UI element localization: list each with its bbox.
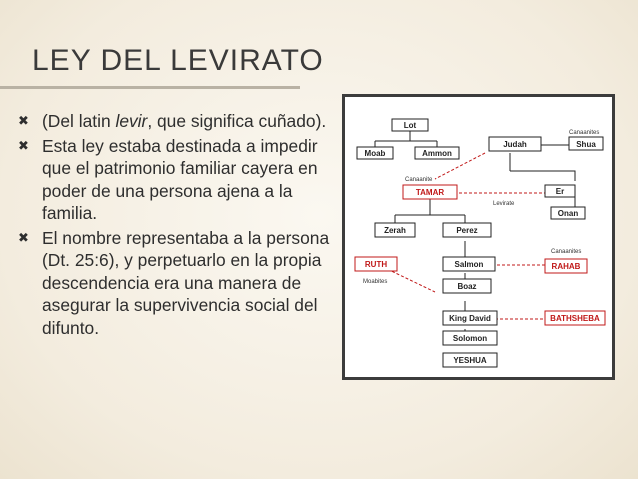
- tree-node-yeshua: YESHUA: [453, 356, 487, 365]
- bullet-text: Esta ley estaba destinada a impedir que el patrimonio familiar cayera en poder de una persona ajena a la familia.: [42, 135, 318, 223]
- bullet-item: [18, 227, 338, 340]
- tree-node-shua: Shua: [576, 140, 596, 149]
- tree-note-canaanites-mid: Canaanites: [551, 249, 582, 255]
- tree-node-ruth: RUTH: [364, 260, 388, 269]
- x-mark-icon: ✖: [18, 229, 29, 245]
- tree-node-tamar: TAMAR: [415, 188, 445, 197]
- tree-node-king-david: King David: [449, 314, 491, 323]
- tree-note-canaanite: Canaanite: [405, 177, 433, 183]
- tree-node-judah: Judah: [503, 140, 527, 149]
- tree-note-levirate: Levirate: [493, 201, 515, 207]
- bullet-item: [18, 135, 338, 225]
- slide-title: LEY DEL LEVIRATO: [32, 44, 324, 77]
- tree-node-ammon: Ammon: [422, 149, 452, 158]
- tree-node-er: Er: [555, 187, 565, 196]
- tree-node-onan: Onan: [557, 209, 579, 218]
- bullet-text-italic: levir: [115, 111, 148, 131]
- tree-node-moab: Moab: [364, 149, 386, 158]
- bullet-text: El nombre representaba a la persona (Dt. 25:6), y perpetuarlo en la propia descendencia era una manera de asegurar la supervivencia social del difunto.: [42, 227, 330, 338]
- bullet-text-after: , que significa cuñado).: [147, 111, 327, 131]
- bullet-text-before: (Del latin: [42, 111, 116, 131]
- tree-node-boaz: Boaz: [457, 282, 477, 291]
- tree-node-salmon: Salmon: [454, 260, 484, 269]
- tree-node-bathsheba: BATHSHEBA: [550, 314, 600, 323]
- family-tree-svg: [345, 97, 612, 377]
- tree-node-lot: Lot: [403, 121, 417, 130]
- family-tree-diagram: [342, 94, 615, 380]
- bullet-item: [18, 110, 338, 133]
- x-mark-icon: ✖: [18, 137, 29, 153]
- x-mark-icon: ✖: [18, 113, 29, 128]
- tree-note-moabites: Moabites: [363, 279, 388, 285]
- tree-note-canaanites-top: Canaanites: [569, 130, 600, 136]
- title-underline: [0, 86, 300, 89]
- tree-node-perez: Perez: [456, 226, 478, 235]
- tree-node-zerah: Zerah: [384, 226, 406, 235]
- tree-node-solomon: Solomon: [452, 334, 488, 343]
- tree-node-rahab: RAHAB: [551, 262, 581, 271]
- bullet-list: [18, 110, 338, 341]
